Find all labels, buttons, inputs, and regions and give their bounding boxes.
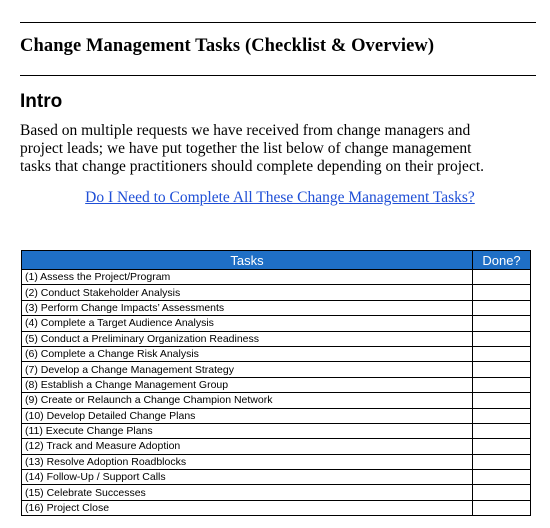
- task-rows: [22, 270, 531, 516]
- done-cell[interactable]: [473, 500, 531, 515]
- task-cell: (5) Conduct a Preliminary Organization Readiness: [22, 331, 473, 346]
- task-cell: (15) Celebrate Successes: [22, 485, 473, 500]
- done-cell[interactable]: [473, 470, 531, 485]
- table-row: [22, 485, 531, 500]
- task-cell: (10) Develop Detailed Change Plans: [22, 408, 473, 423]
- tasks-checklist-table: [21, 250, 531, 516]
- table-row: [22, 500, 531, 515]
- task-cell: (12) Track and Measure Adoption: [22, 439, 473, 454]
- table-row: [22, 285, 531, 300]
- task-cell: (16) Project Close: [22, 500, 473, 515]
- done-cell[interactable]: [473, 485, 531, 500]
- table-row: [22, 454, 531, 469]
- table-row: [22, 300, 531, 315]
- table-row: [22, 346, 531, 361]
- document-title: Change Management Tasks (Checklist & Overview): [20, 36, 435, 56]
- table-row: [22, 362, 531, 377]
- done-cell[interactable]: [473, 346, 531, 361]
- intro-line: Based on multiple requests we have received from change managers and: [20, 122, 471, 139]
- task-cell: (11) Execute Change Plans: [22, 423, 473, 438]
- done-cell[interactable]: [473, 300, 531, 315]
- task-cell: (13) Resolve Adoption Roadblocks: [22, 454, 473, 469]
- done-cell[interactable]: [473, 454, 531, 469]
- task-cell: (1) Assess the Project/Program: [22, 270, 473, 285]
- table-row: [22, 423, 531, 438]
- table-row: [22, 470, 531, 485]
- table-header-row: [22, 251, 531, 270]
- done-cell[interactable]: [473, 270, 531, 285]
- intro-paragraph: [20, 122, 550, 176]
- done-column-header: Done?: [473, 251, 531, 270]
- task-cell: (7) Develop a Change Management Strategy: [22, 362, 473, 377]
- intro-heading: Intro: [20, 91, 63, 112]
- table-row: [22, 316, 531, 331]
- task-cell: (4) Complete a Target Audience Analysis: [22, 316, 473, 331]
- table-row: [22, 408, 531, 423]
- table-row: [22, 377, 531, 392]
- done-cell[interactable]: [473, 316, 531, 331]
- done-cell[interactable]: [473, 439, 531, 454]
- table-row: [22, 270, 531, 285]
- table-row: [22, 331, 531, 346]
- faq-link[interactable]: Do I Need to Complete All These Change Management Tasks?: [85, 189, 475, 206]
- done-cell[interactable]: [473, 362, 531, 377]
- intro-line: project leads; we have put together the list below of change management: [20, 140, 472, 157]
- done-cell[interactable]: [473, 393, 531, 408]
- task-cell: (6) Complete a Change Risk Analysis: [22, 346, 473, 361]
- task-cell: (9) Create or Relaunch a Change Champion Network: [22, 393, 473, 408]
- done-cell[interactable]: [473, 408, 531, 423]
- done-cell[interactable]: [473, 377, 531, 392]
- table-row: [22, 393, 531, 408]
- done-cell[interactable]: [473, 285, 531, 300]
- task-cell: (8) Establish a Change Management Group: [22, 377, 473, 392]
- title-bottom-rule: [20, 75, 536, 76]
- task-cell: (14) Follow-Up / Support Calls: [22, 470, 473, 485]
- table-row: [22, 439, 531, 454]
- intro-line: tasks that change practitioners should complete depending on their project.: [20, 158, 485, 175]
- task-cell: (2) Conduct Stakeholder Analysis: [22, 285, 473, 300]
- task-cell: (3) Perform Change Impacts’ Assessments: [22, 300, 473, 315]
- title-top-rule: [20, 22, 536, 23]
- done-cell[interactable]: [473, 423, 531, 438]
- tasks-column-header: Tasks: [22, 251, 473, 270]
- done-cell[interactable]: [473, 331, 531, 346]
